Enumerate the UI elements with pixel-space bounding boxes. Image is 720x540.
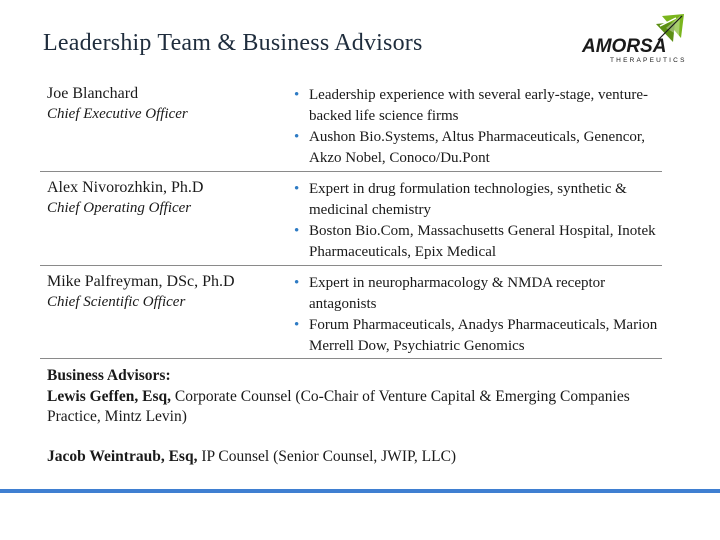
business-advisors	[47, 366, 647, 467]
company-logo	[580, 12, 690, 68]
advisor-detail: Corporate Counsel (Co-Chair of Venture Capital & Emerging Companies Practice, Mintz Levin)	[47, 387, 630, 425]
bullet-item: • Forum Pharmaceuticals, Anadys Pharmaceuticals, Marion Merrell Dow, Psychiatric Genomics	[294, 317, 658, 354]
leader-bullets	[294, 273, 664, 357]
footer-rule	[0, 489, 720, 493]
bullet-item: • Expert in drug formulation technologies, synthetic & medicinal chemistry	[294, 181, 627, 218]
leader-row-coo	[40, 179, 662, 266]
advisor-name: Lewis Geffen, Esq,	[47, 387, 171, 405]
bullet-icon: •	[294, 275, 300, 291]
slide-title: Leadership Team & Business Advisors	[43, 30, 423, 56]
advisors-heading: Business Advisors:	[47, 367, 171, 384]
advisor-detail: IP Counsel (Senior Counsel, JWIP, LLC)	[197, 447, 457, 465]
leader-bullets	[294, 179, 664, 263]
leader-role: Chief Scientific Officer	[47, 294, 186, 310]
leader-name: Mike Palfreyman, DSc, Ph.D	[47, 273, 235, 290]
bullet-icon: •	[294, 87, 300, 103]
bullet-item: • Expert in neuropharmacology & NMDA receptor antagonists	[294, 275, 606, 312]
logo-tagline: THERAPEUTICS	[610, 57, 687, 64]
bullet-icon: •	[294, 223, 300, 239]
bullet-item: • Leadership experience with several early-stage, venture-backed life science firms	[294, 87, 648, 124]
bullet-icon: •	[294, 181, 300, 197]
bullet-icon: •	[294, 129, 300, 145]
logo-wordmark: AMORSA	[582, 36, 667, 57]
leader-role: Chief Executive Officer	[47, 106, 188, 122]
leader-row-cso	[40, 273, 662, 359]
leader-bullets	[294, 85, 664, 169]
leader-role: Chief Operating Officer	[47, 200, 192, 216]
advisor-entry	[47, 387, 647, 428]
leader-name: Joe Blanchard	[47, 85, 139, 102]
leader-row-ceo	[40, 85, 662, 172]
leader-name: Alex Nivorozhkin, Ph.D	[47, 179, 204, 196]
bullet-item: • Aushon Bio.Systems, Altus Pharmaceuticals, Genencor, Akzo Nobel, Conoco/Du.Pont	[294, 129, 646, 166]
advisor-entry	[47, 447, 647, 468]
bullet-item: • Boston Bio.Com, Massachusetts General Hospital, Inotek Pharmaceuticals, Epix Medical	[294, 223, 656, 260]
advisor-name: Jacob Weintraub, Esq,	[47, 447, 198, 465]
bullet-icon: •	[294, 317, 300, 333]
